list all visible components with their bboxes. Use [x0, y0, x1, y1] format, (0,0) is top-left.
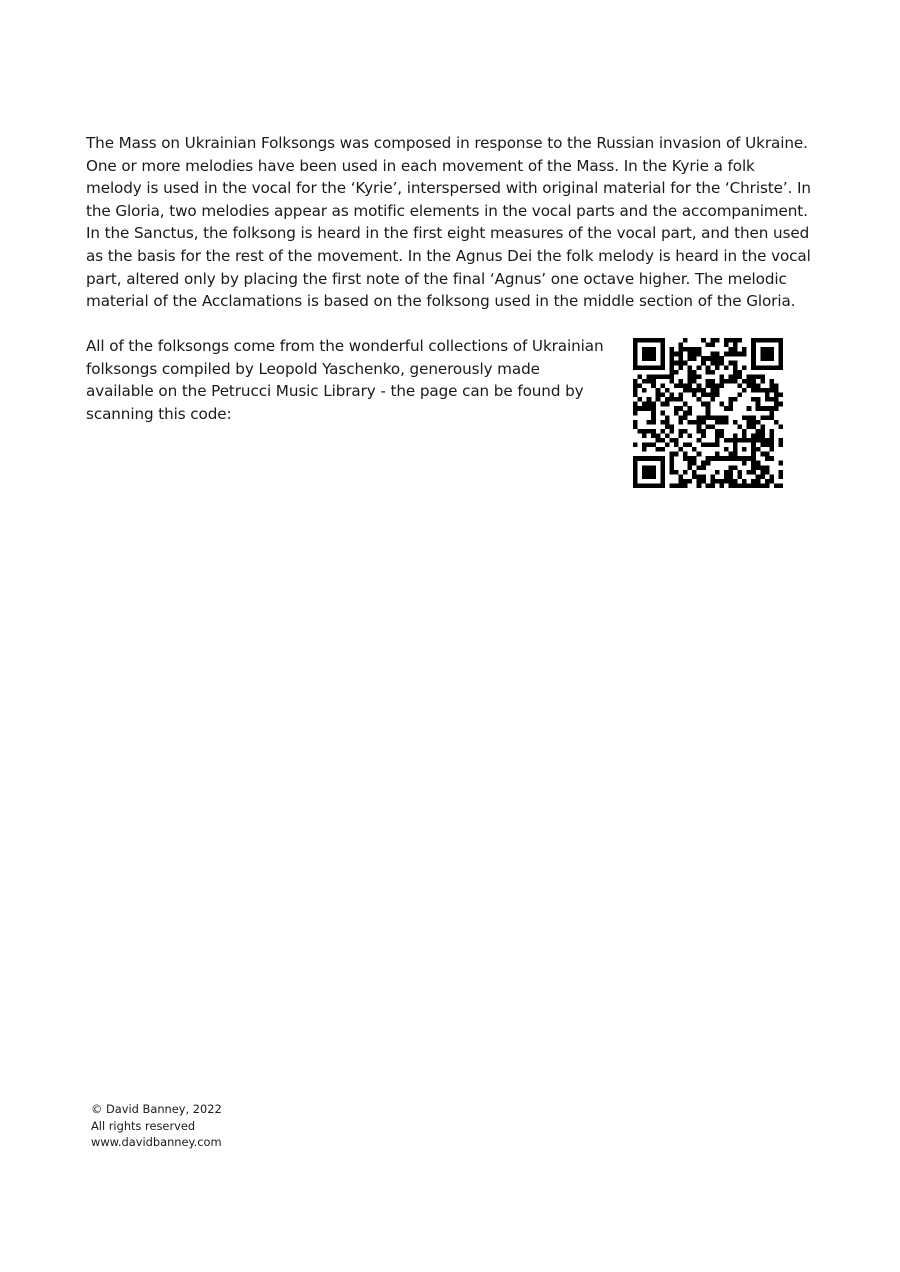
- qr-code-icon[interactable]: [633, 338, 783, 488]
- qr-code-graphic: [633, 338, 783, 488]
- footer-website: www.davidbanney.com: [91, 1135, 222, 1150]
- intro-paragraph: The Mass on Ukrainian Folksongs was composed in response to the Russian invasion of Ukraine. One or more melodies have been used in each movement of the Mass. In the Kyrie a folk melody is used in the vocal for the ‘Kyrie’, interspersed with original material for the ‘Christe’. In the Gloria, two melodies appear as motific elements in the vocal parts and the accompaniment. In the Sanctus, the folksong is heard in the first eight measures of the vocal part, and then used as the basis for the rest of the movement. In the Agnus Dei the folk melody is heard in the vocal part, altered only by placing the first note of the final ‘Agnus’ one octave higher. The melodic material of the Acclamations is based on the folksong used in the middle section of the Gloria.: [86, 134, 811, 311]
- footer-copyright: © David Banney, 2022: [91, 1102, 222, 1116]
- sources-paragraph: All of the folksongs come from the wonderful collections of Ukrainian folksongs compiled by Leopold Yaschenko, generously made available on the Petrucci Music Library - the page can be found by scanning this code:: [86, 337, 604, 423]
- footer-rights: All rights reserved: [91, 1118, 196, 1133]
- footer: [91, 1101, 222, 1151]
